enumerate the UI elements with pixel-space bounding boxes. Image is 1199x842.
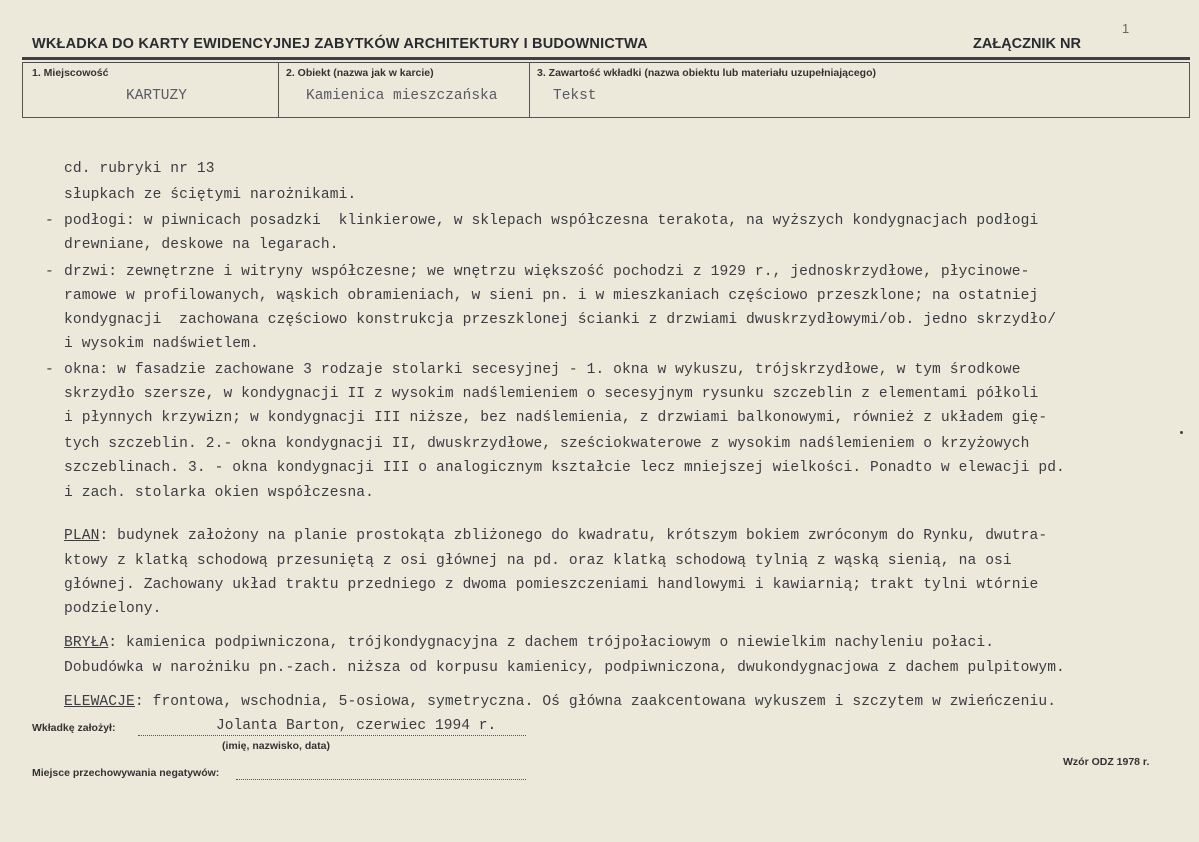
body-text: : frontowa, wschodnia, 5-osiowa, symetryczna. Oś główna zaakcentowana wykuszem i szczytem w zwieńczeniu. [134,694,1057,710]
body-line: i płynnych krzywizn; w kondygnacji III niższe, bez nadślemienia, z drzwiami balkonowymi, również z układem gię- [64,410,1048,426]
body-line: cd. rubryki nr 13 [64,161,215,177]
header-rule-thin [22,62,1190,63]
body-line: skrzydło szersze, w kondygnacji II z wysokim nadślemieniem o secesyjnym rysunku szczeblin z elementami półkoli [64,386,1039,402]
bullet-dash: - [45,264,54,280]
elewacje-paragraph [64,694,1056,710]
body-line: słupkach ze ściętymi narożnikami. [64,187,357,203]
content-label: 3. Zawartość wkładki (nazwa obiektu lub materiału uzupełniającego) [537,67,876,79]
content-value: Tekst [553,88,597,104]
author-label: Wkładkę założył: [32,722,116,734]
field-divider [529,62,530,118]
card-title: WKŁADKA DO KARTY EWIDENCYJNEJ ZABYTKÓW ARCHITEKTURY I BUDOWNICTWA [32,36,648,52]
author-caption: (imię, nazwisko, data) [222,740,330,752]
field-divider [1189,62,1190,118]
object-label: 2. Obiekt (nazwa jak w karcie) [286,67,434,79]
body-line: ktowy z klatką schodową przesuniętą z osi głównej na pd. oraz klatką schodową tylnią z wąską sienią, na osi [64,553,1012,569]
form-model: Wzór ODZ 1978 r. [1063,756,1150,768]
object-value: Kamienica mieszczańska [306,88,498,104]
body-line: szczeblinach. 3. - okna kondygnacji III o analogicznym kształcie lecz mniejszej wielkości. Ponadto w elewacji pd. [64,460,1065,476]
body-line: ramowe w profilowanych, wąskich obramieniach, w sieni pn. i w mieszkaniach częściowo przeszklone; na ostatniej [64,288,1039,304]
locality-value: KARTUZY [126,88,187,104]
body-line: głównej. Zachowany układ traktu przedniego z dwoma pomieszczeniami handlowymi i kawiarnią; trakt tylni wtórnie [64,577,1039,593]
body-line: podzielony. [64,601,162,617]
body-text: : budynek założony na planie prostokąta zbliżonego do kwadratu, krótszym bokiem zwróconym do Rynku, dwutra- [99,528,1048,544]
body-line: kondygnacji zachowana częściowo konstrukcja przeszklonej ścianki z drzwiami dwuskrzydłowymi/ob. jedno skrzydło/ [64,312,1057,328]
bullet-dash: - [45,362,54,378]
bryla-heading: BRYŁA [64,635,109,651]
body-line: drzwi: zewnętrzne i witryny współczesne; we wnętrzu większość pochodzi z 1929 r., jednoskrzydłowe, płycinowe- [64,264,1030,280]
body-text: : kamienica podpiwniczona, trójkondygnacyjna z dachem trójpołaciowym o niewielkim nachyleniu połaci. [108,635,995,651]
elewacje-heading: ELEWACJE [64,694,135,710]
author-dotted-line [138,734,526,736]
plan-heading: PLAN [64,528,100,544]
body-line: tych szczeblin. 2.- okna kondygnacji II, dwuskrzydłowe, sześciokwaterowe z wysokim nadślemieniem o krzyżowych [64,436,1030,452]
locality-label: 1. Miejscowość [32,67,109,79]
body-line: i wysokim nadświetlem. [64,336,259,352]
fields-bottom-rule [22,117,1190,118]
bullet-dash: - [45,213,54,229]
bryla-paragraph [64,635,994,651]
header-rule [22,57,1190,60]
body-line: drewniane, deskowe na legarach. [64,237,339,253]
paper-speck [1180,431,1183,434]
negatives-label: Miejsce przechowywania negatywów: [32,767,220,779]
body-line: okna: w fasadzie zachowane 3 rodzaje stolarki secesyjnej - 1. okna w wykuszu, trójskrzydłowe, w tym środkowe [64,362,1021,378]
negatives-dotted-line [236,778,526,780]
body-line: i zach. stolarka okien współczesna. [64,485,375,501]
attachment-label: ZAŁĄCZNIK NR [973,36,1081,52]
field-divider [22,62,23,118]
field-divider [278,62,279,118]
body-line: podłogi: w piwnicach posadzki klinkierowe, w sklepach współczesna terakota, na wyższych kondygnacjach podłogi [64,213,1039,229]
author-value: Jolanta Barton, czerwiec 1994 r. [216,718,497,734]
attachment-number: 1 [1122,21,1130,36]
body-line: Dobudówka w narożniku pn.-zach. niższa od korpusu kamienicy, podpiwniczona, dwukondygnacjowa z dachem pulpitowym. [64,660,1065,676]
plan-paragraph [64,528,1047,544]
